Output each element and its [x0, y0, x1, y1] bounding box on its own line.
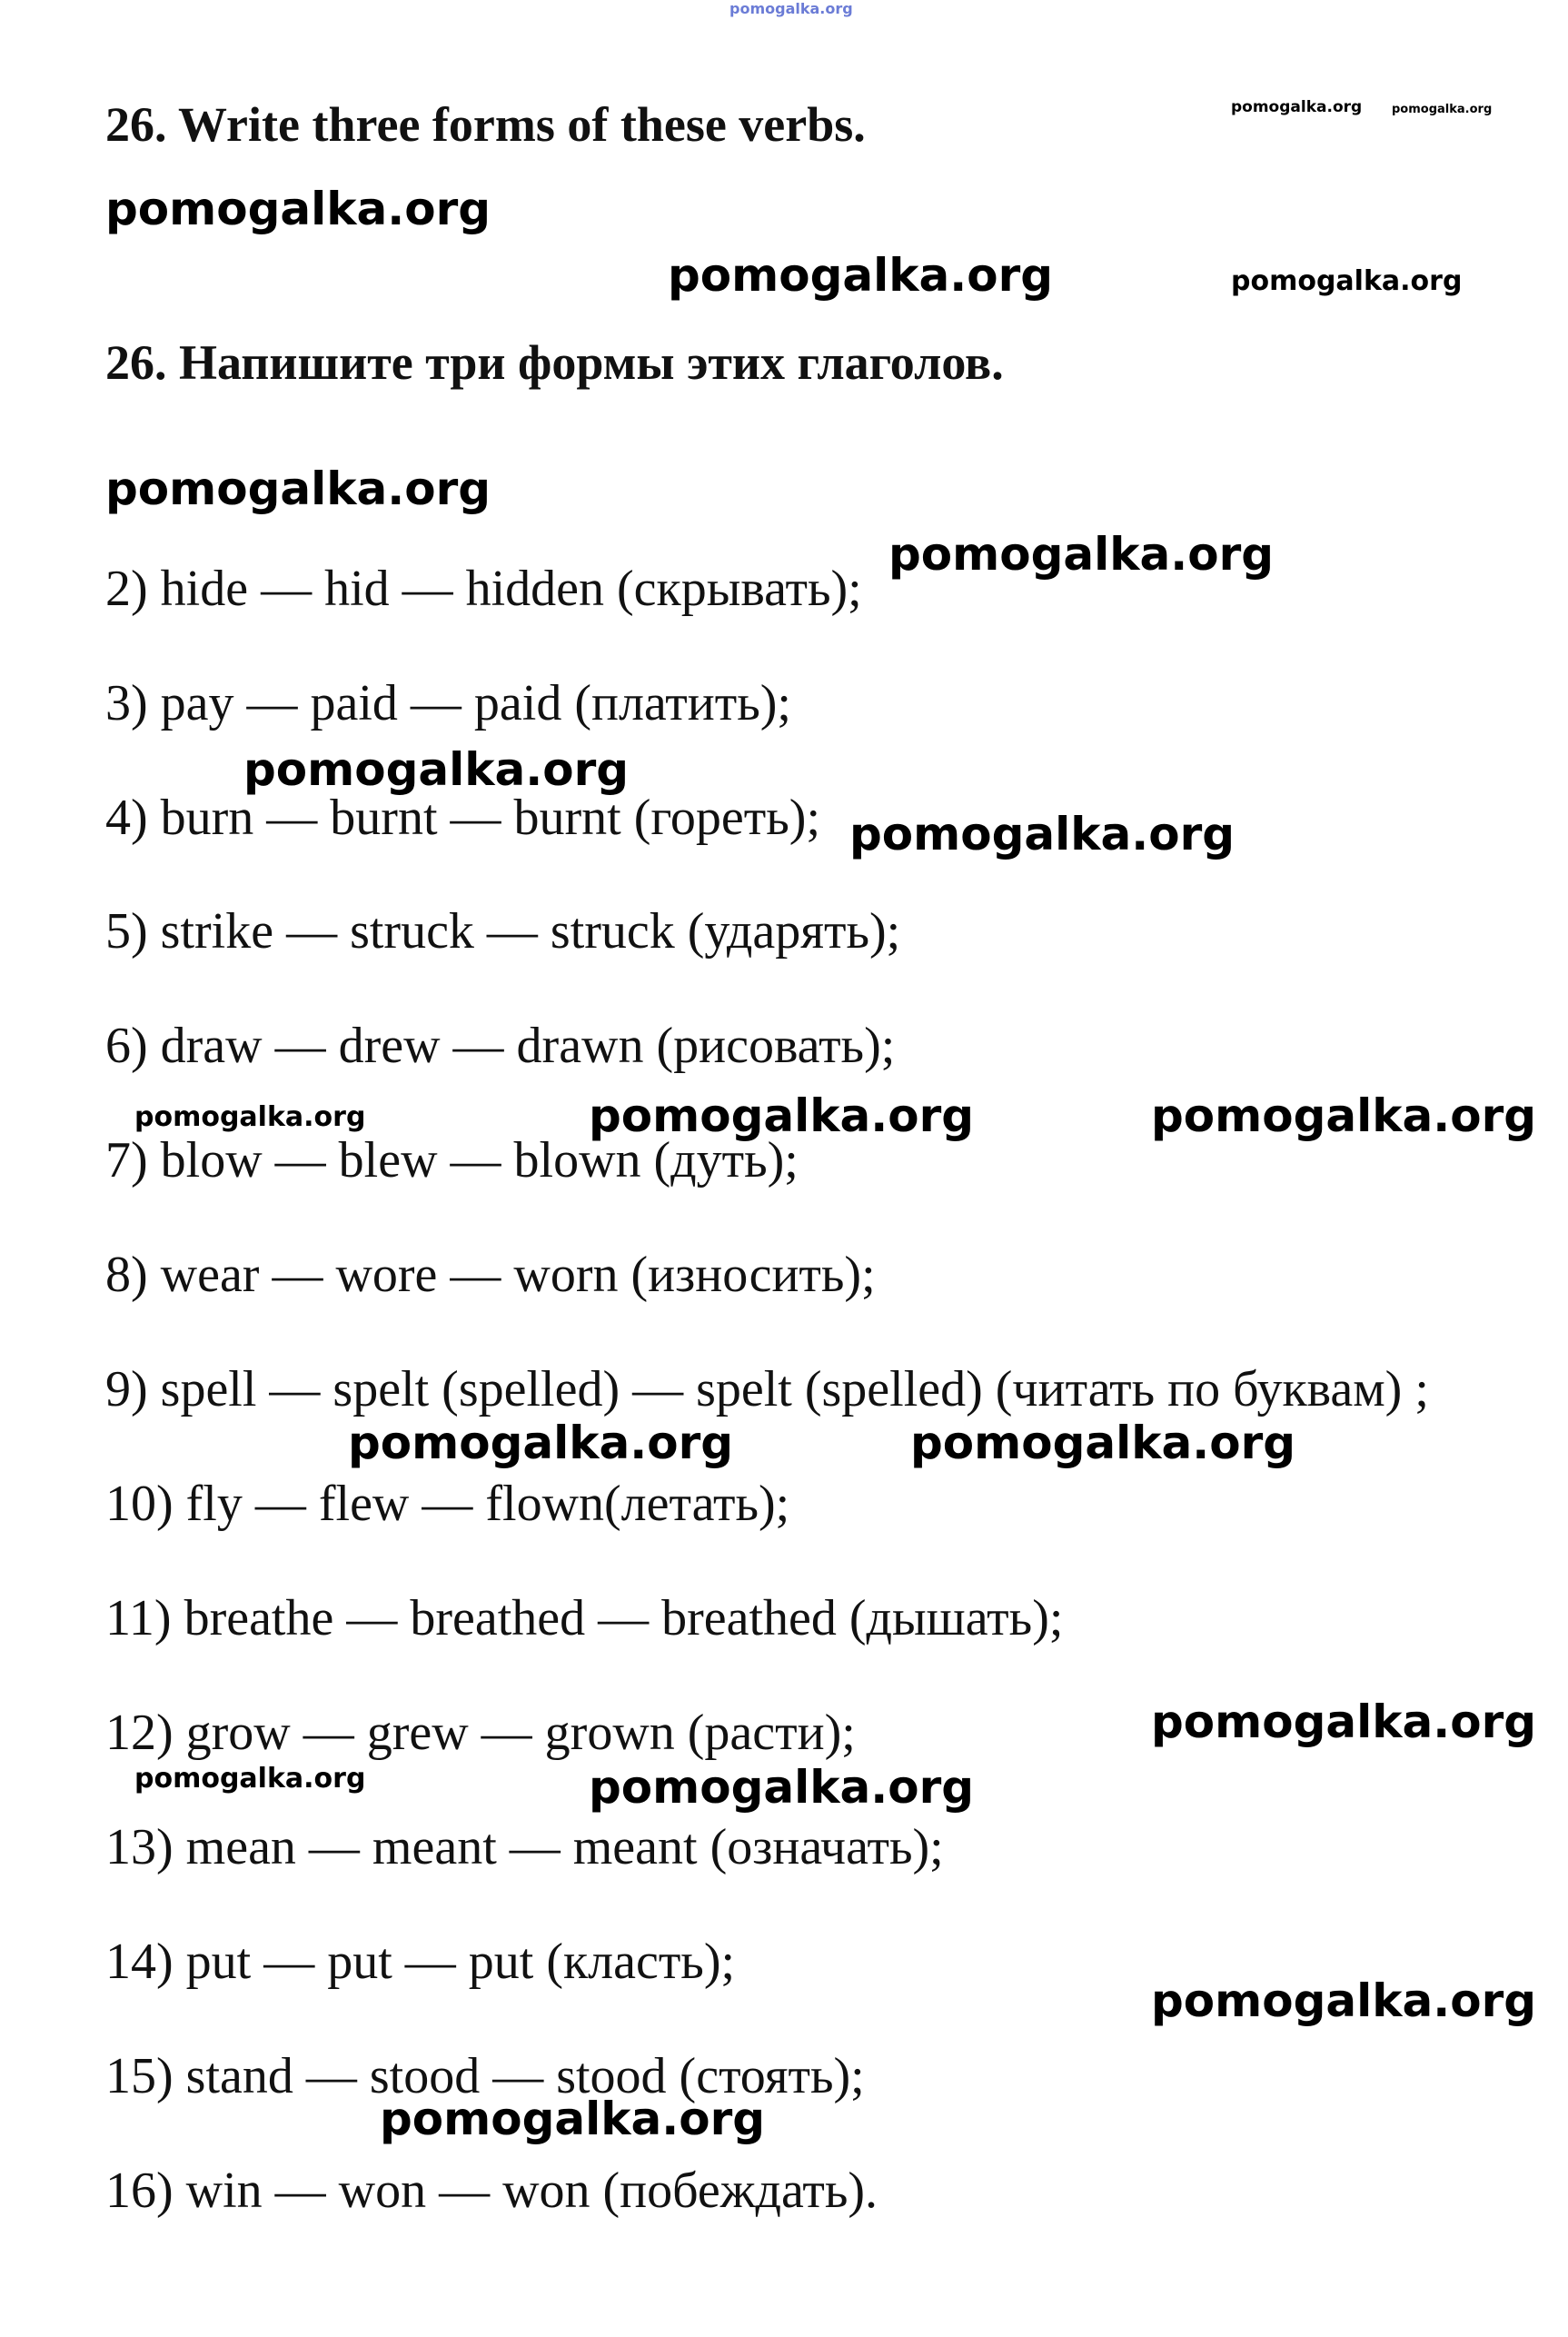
list-item-verb-10: 10) fly — flew — flown(летать);: [105, 1476, 790, 1532]
watermark: pomogalka.org: [348, 1417, 734, 1469]
list-item-verb-9: 9) spell — spelt (spelled) — spelt (spelled) (читать по буквам) ;: [105, 1361, 1429, 1417]
watermark: pomogalka.org: [910, 1417, 1296, 1469]
watermark: pomogalka.org: [243, 743, 630, 796]
watermark: pomogalka.org: [134, 1101, 366, 1133]
list-item-verb-4: 4) burn — burnt — burnt (гореть);: [105, 790, 821, 846]
watermark: pomogalka.org: [589, 1761, 975, 1814]
list-item-verb-2: 2) hide — hid — hidden (скрывать);: [105, 561, 862, 617]
watermark: pomogalka.org: [849, 808, 1236, 860]
watermark: pomogalka.org: [105, 183, 491, 235]
watermark: pomogalka.org: [888, 528, 1275, 581]
list-item-verb-12: 12) grow — grew — grown (расти);: [105, 1705, 856, 1761]
watermark: pomogalka.org: [589, 1089, 975, 1142]
list-item-verb-3: 3) pay — paid — paid (платить);: [105, 675, 791, 731]
watermark: pomogalka.org: [1231, 98, 1363, 116]
exercise-heading-english: 26. Write three forms of these verbs.: [105, 97, 866, 152]
list-item-verb-13: 13) mean — meant — meant (означать);: [105, 1819, 944, 1875]
exercise-heading-russian: 26. Напишите три формы этих глаголов.: [105, 335, 1004, 390]
watermark: pomogalka.org: [1392, 103, 1493, 116]
list-item-verb-11: 11) breathe — breathed — breathed (дышать);: [105, 1590, 1064, 1646]
list-item-verb-16: 16) win — won — won (побеждать).: [105, 2163, 878, 2219]
watermark: pomogalka.org: [1231, 265, 1463, 297]
watermark: pomogalka.org: [1151, 1696, 1537, 1748]
list-item-verb-15: 15) stand — stood — stood (стоять);: [105, 2048, 865, 2104]
watermark: pomogalka.org: [105, 462, 491, 515]
watermark: pomogalka.org: [134, 1763, 366, 1795]
list-item-verb-5: 5) strike — struck — struck (ударять);: [105, 903, 901, 960]
list-item-verb-6: 6) draw — drew — drawn (рисовать);: [105, 1018, 896, 1074]
watermark: pomogalka.org: [668, 249, 1054, 302]
list-item-verb-7: 7) blow — blew — blown (дуть);: [105, 1132, 799, 1188]
watermark: pomogalka.org: [1151, 1089, 1537, 1142]
list-item-verb-8: 8) wear — wore — worn (износить);: [105, 1247, 876, 1303]
watermark: pomogalka.org: [1151, 1974, 1537, 2027]
list-item-verb-14: 14) put — put — put (класть);: [105, 1934, 736, 1990]
watermark-top: pomogalka.org: [729, 0, 853, 17]
watermark: pomogalka.org: [380, 2093, 766, 2145]
